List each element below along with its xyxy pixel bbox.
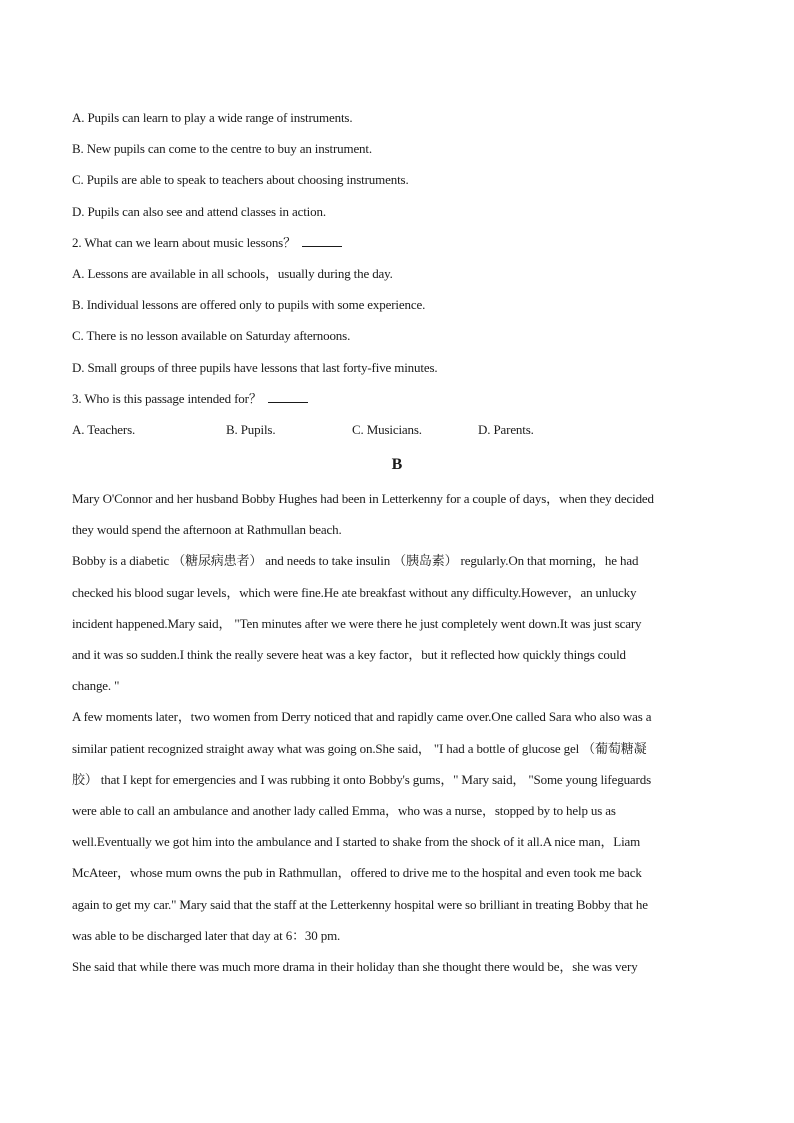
passage-line: they would spend the afternoon at Rathmullan beach. [72, 522, 342, 538]
q2-option-b: B. Individual lessons are offered only to pupils with some experience. [72, 297, 426, 313]
q2-question [72, 227, 722, 258]
passage-line: were able to call an ambulance and another lady called Emma，who was a nurse，stopped by to help us as [72, 802, 616, 818]
q3-option-a: A. Teachers. [72, 421, 136, 437]
passage-line: and it was so sudden.I think the really severe heat was a key factor，but it reflected how quickly things could [72, 647, 626, 662]
q2-question-text: 2. What can we learn about music lessons？ [72, 234, 296, 250]
passage-line: checked his blood sugar levels，which were fine.He ate breakfast without any difficulty.However，an unlucky [72, 584, 637, 600]
q3-option-c: C. Musicians. [352, 421, 422, 437]
q2-option-c: C. There is no lesson available on Saturday afternoons. [72, 328, 351, 344]
document-page [72, 102, 722, 982]
passage-line: was able to be discharged later that day at 6：30 pm. [72, 927, 341, 943]
passage-line: again to get my car." Mary said that the staff at the Letterkenny hospital were so brilliant in treating Bobby that he [72, 896, 648, 912]
q1-option-d: D. Pupils can also see and attend classes in action. [72, 203, 326, 219]
passage-line: Bobby is a diabetic （糖尿病患者） and needs to take insulin （胰岛素） regularly.On that morning，he had [72, 553, 639, 569]
section-b-heading: B [391, 456, 403, 474]
passage-line: A few moments later，two women from Derry noticed that and rapidly came over.One called Sara who also was a [72, 709, 652, 725]
answer-blank [302, 234, 342, 247]
passage-line: 胶） that I kept for emergencies and I was rubbing it onto Bobby's gums，" Mary said， "Some young lifeguards [72, 771, 651, 787]
q2-option-d: D. Small groups of three pupils have lessons that last forty-five minutes. [72, 359, 438, 375]
q3-option-d: D. Parents. [478, 421, 534, 437]
q1-option-a: A. Pupils can learn to play a wide range of instruments. [72, 110, 353, 125]
q3-options [72, 414, 722, 445]
q2-option-a: A. Lessons are available in all schools，usually during the day. [72, 265, 393, 281]
passage-line: change. " [72, 678, 120, 694]
passage-line: well.Eventually we got him into the ambulance and I started to shake from the shock of it all.A nice man，Liam [72, 834, 641, 850]
passage-line: similar patient recognized straight away what was going on.She said， "I had a bottle of glucose gel （葡萄糖凝 [72, 740, 647, 756]
q3-question-text: 3. Who is this passage intended for？ [72, 390, 262, 406]
passage-line: She said that while there was much more drama in their holiday than she thought there would be，she was very [72, 958, 638, 974]
q3-option-b: B. Pupils. [226, 421, 276, 437]
q1-option-b: B. New pupils can come to the centre to buy an instrument. [72, 141, 372, 157]
passage-line: incident happened.Mary said， "Ten minutes after we were there he just completely went down.It was just scary [72, 615, 642, 631]
q3-question [72, 383, 722, 414]
answer-blank [268, 390, 308, 403]
q1-option-c: C. Pupils are able to speak to teachers about choosing instruments. [72, 172, 409, 188]
passage-line: McAteer，whose mum owns the pub in Rathmullan，offered to drive me to the hospital and even took me back [72, 865, 642, 881]
passage-line: Mary O'Connor and her husband Bobby Hughes had been in Letterkenny for a couple of days，when they decided [72, 491, 654, 507]
